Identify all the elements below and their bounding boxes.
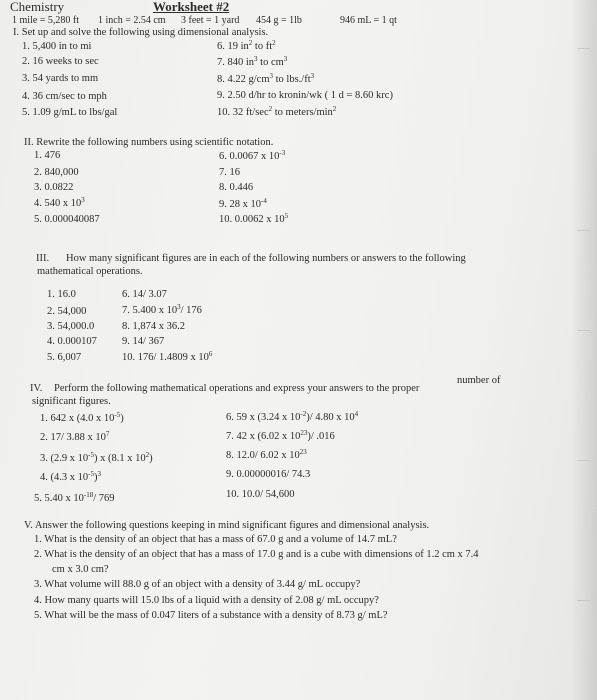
margin-line [577, 48, 591, 49]
section4-instruction-tail: number of [457, 375, 501, 386]
worksheet-title: Worksheet #2 [153, 0, 230, 14]
conversion-yard: 3 feet = 1 yard [181, 15, 240, 26]
s3-item-1: 1. 16.0 [47, 289, 76, 300]
s2-item-5: 5. 0.000040087 [34, 214, 100, 225]
s1-item-1: 1. 5,400 in to mi [22, 41, 92, 52]
margin-line [577, 460, 591, 461]
s2-item-2: 2. 840,000 [34, 167, 79, 178]
s3-item-6: 6. 14/ 3.07 [122, 289, 167, 300]
s2-item-7: 7. 16 [219, 167, 240, 178]
s1-item-4: 4. 36 cm/sec to mph [22, 91, 107, 102]
s3-item-7: 7. 5.400 x $10^3/$ 176 [122, 303, 202, 316]
s4-item-2: 2. 17/ 3.88 x $10^7$ [40, 430, 110, 443]
subject-title: Chemistry [10, 0, 65, 14]
conversion-mile: 1 mile = 5,280 ft [12, 15, 80, 26]
s3-item-5: 5. 6,007 [47, 352, 82, 363]
s5-question-3: 3. What volume will 88.0 g of an object with a density of 3.44 g/ mL occupy? [34, 579, 361, 590]
s1-item-2: 2. 16 weeks to sec [22, 56, 99, 67]
s4-item-9: 9. 0.00000016/ 74.3 [226, 469, 311, 480]
conversion-inch: 1 inch = 2.54 cm [98, 15, 166, 26]
s5-question-1: 1. What is the density of an object that has a mass of 67.0 g and a volume of 14.7 mL? [34, 534, 397, 545]
section1-instruction: I. Set up and solve the following using dimensional analysis. [13, 27, 269, 38]
conversion-pound: 454 g = 1lb [256, 15, 302, 26]
s1-item-5: 5. 1.09 g/mL to lbs/gal [22, 107, 118, 118]
section2-instruction: II. Rewrite the following numbers using scientific notation. [24, 137, 274, 148]
section3-numeral: III. [36, 253, 50, 264]
margin-line [577, 600, 591, 601]
s1-item-3: 3. 54 yards to mm [22, 73, 99, 84]
s3-item-4: 4. 0.000107 [47, 336, 97, 347]
conversion-quart: 946 mL = 1 qt [340, 15, 397, 26]
s4-item-4: 4. (4.3 x $10^{-5})^3$ [40, 470, 101, 483]
s2-item-8: 8. 0.446 [219, 182, 254, 193]
section4-numeral: IV. [30, 383, 43, 394]
s4-item-1: 1. 642 x (4.0 x $10^{-5}$) [40, 411, 124, 424]
s1-item-7: 7. 840 $in^3$ to $cm^3$ [217, 55, 288, 68]
margin-line [577, 330, 591, 331]
s5-question-2: 2. What is the density of an object that has a mass of 17.0 g and is a cube with dimensions of 1.2 cm x 7.4 [34, 549, 479, 560]
s4-item-6: 6. 59 x (3.24 x $10^{-2})/$ 4.80 x $10^4$ [226, 410, 359, 423]
s2-item-10: 10. 0.0062 x $10^5$ [219, 212, 289, 225]
s3-item-9: 9. 14/ 367 [122, 336, 165, 347]
section5-instruction: V. Answer the following questions keeping in mind significant figures and dimensional analysis. [24, 520, 430, 531]
s4-item-7: 7. 42 x (6.02 x $10^{23})/$ .016 [226, 429, 335, 442]
s5-question-2-cont: cm x 3.0 cm? [52, 564, 109, 575]
s2-item-1: 1. 476 [34, 150, 61, 161]
s3-item-3: 3. 54,000.0 [47, 321, 95, 332]
s1-item-6: 6. 19 $in^2$ to $ft^2$ [217, 39, 276, 52]
page-edge-shadow [571, 0, 597, 700]
section4-instruction-line2: significant figures. [32, 396, 111, 407]
s5-question-4: 4. How many quarts will 15.0 lbs of a liquid with a density of 2.08 g/ mL occupy? [34, 595, 379, 606]
s1-item-10: 10. 32 $ft/\sec^2$ to meters/$\min^2$ [217, 105, 337, 118]
s3-item-10: 10. 176/ 1.4809 x $10^6$ [122, 350, 213, 363]
section3-instruction: How many significant figures are in each of the following numbers or answers to the following [66, 253, 466, 264]
s4-item-8: 8. 12.0/ 6.02 x $10^{23}$ [226, 448, 307, 461]
s2-item-9: 9. 28 x $10^{-4}$ [219, 197, 267, 210]
s4-item-3: 3. (2.9 x $10^{-5}$) x (8.1 x $10^2$) [40, 451, 153, 464]
s4-item-10: 10. 10.0/ 54,600 [226, 489, 295, 500]
s2-item-4: 4. 540 x $10^3$ [34, 196, 85, 209]
s2-item-3: 3. 0.0822 [34, 182, 74, 193]
s5-question-5: 5. What will be the mass of 0.047 liters of a substance with a density of 8.73 g/ mL? [34, 610, 388, 621]
section3-instruction-line2: mathematical operations. [37, 266, 143, 277]
s1-item-8: 8. 4.22 $g/cm^3$ to $lbs./ft^3$ [217, 72, 315, 85]
margin-line [577, 230, 591, 231]
s3-item-2: 2. 54,000 [47, 306, 87, 317]
s1-item-9: 9. 2.50 d/hr to kronin/wk ( 1 d = 8.60 krc) [217, 90, 393, 101]
s4-item-5: 5. 5.40 x $10^{-18}/$ 769 [34, 491, 115, 504]
section4-instruction: Perform the following mathematical operations and express your answers to the proper [54, 383, 420, 394]
s3-item-8: 8. 1,874 x 36.2 [122, 321, 185, 332]
s2-item-6: 6. 0.0067 x $10^{-3}$ [219, 149, 286, 162]
